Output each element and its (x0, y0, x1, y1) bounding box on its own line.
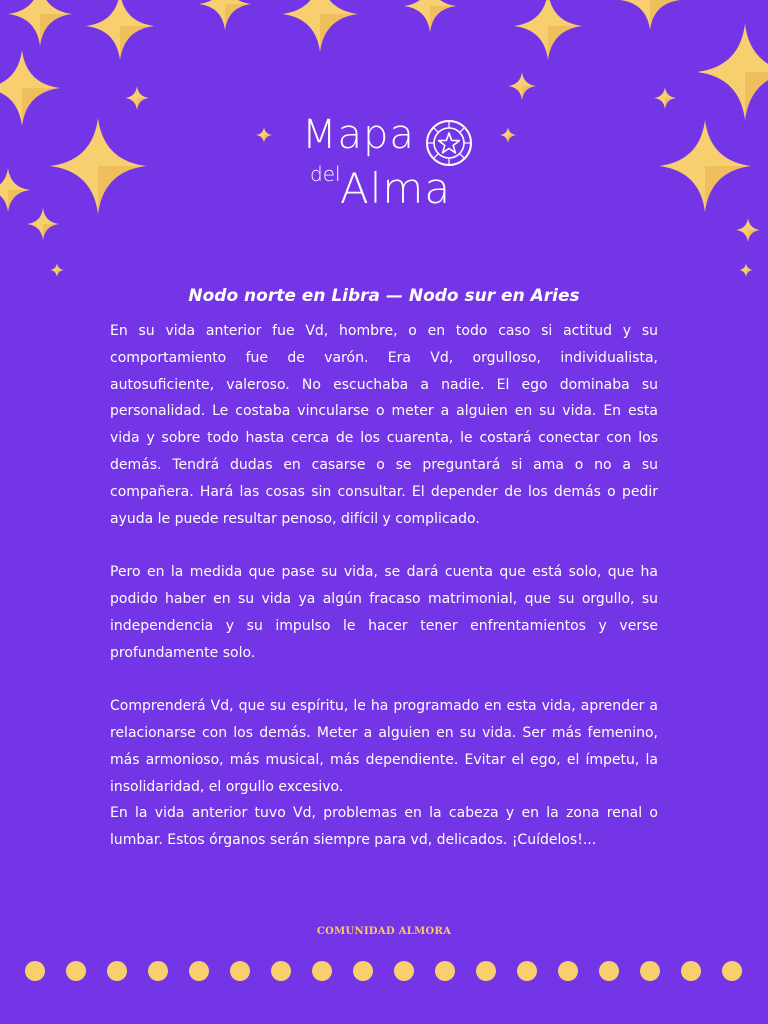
decorative-star-icon (508, 72, 536, 100)
decorative-star-icon (404, 0, 456, 32)
logo-word-alma: Alma (340, 164, 452, 213)
dot-icon (66, 961, 86, 981)
logo-word-del: del (310, 162, 341, 186)
dot-icon (148, 961, 168, 981)
dot-icon (558, 961, 578, 981)
decorative-star-icon (739, 263, 753, 277)
decorative-star-icon (514, 0, 582, 60)
page-title: Nodo norte en Libra — Nodo sur en Aries (188, 286, 580, 306)
decorative-star-icon (697, 24, 768, 120)
paragraph-spacer (110, 532, 658, 559)
zodiac-wheel-star-icon (424, 118, 474, 168)
paragraph-4: En la vida anterior tuvo Vd, problemas en la cabeza y en la zona renal o lumbar. Estos órganos serán siempre para vd, delicados. ¡Cuídelos!... (110, 805, 658, 849)
dot-icon (230, 961, 250, 981)
decorative-star-icon (50, 118, 146, 214)
logo-mapa-del-alma (300, 112, 490, 216)
decorative-star-icon (125, 86, 149, 110)
decorative-star-icon (659, 120, 751, 212)
paragraph-1: En su vida anterior fue Vd, hombre, o en todo caso si actitud y su comportamiento fue de varón. Era Vd, orgulloso, individualista, autosuficiente, valeroso. No escuchaba a nadie. El ego dominaba su personalidad. Le costaba vincularse o meter a alguien en su vida. En esta vida y sobre todo hasta cerca de los cuarenta, le costará conectar con los demás. Tendrá dudas en casarse o se preguntará si ama o no a su compañera. Hará las cosas sin consultar. El depender de los demás o pedir ayuda le puede resultar penoso, difícil y complicado. (110, 323, 658, 527)
decorative-dot-row (0, 958, 768, 984)
dot-icon (640, 961, 660, 981)
dot-icon (107, 961, 127, 981)
footer-label: COMUNIDAD ALMORA (316, 926, 452, 937)
dot-icon (599, 961, 619, 981)
body-text (110, 318, 658, 854)
decorative-star-icon (256, 127, 272, 143)
dot-icon (517, 961, 537, 981)
decorative-star-icon (654, 87, 676, 109)
dot-icon (312, 961, 332, 981)
decorative-star-icon (8, 0, 72, 46)
decorative-star-icon (199, 0, 251, 30)
dot-icon (271, 961, 291, 981)
decorative-star-icon (50, 263, 64, 277)
decorative-star-icon (282, 0, 358, 52)
dot-icon (189, 961, 209, 981)
dot-icon (25, 961, 45, 981)
dot-icon (681, 961, 701, 981)
paragraph-3: Comprenderá Vd, que su espíritu, le ha programado en esta vida, aprender a relacionarse con los demás. Meter a alguien en su vida. Ser más femenino, más armonioso, más musical, más dependiente. Evitar el ego, el ímpetu, la insolidaridad, el orgullo excesivo. (110, 698, 658, 795)
decorative-star-icon (736, 218, 760, 242)
dot-icon (722, 961, 742, 981)
decorative-star-icon (27, 208, 59, 240)
logo-word-mapa: Mapa (302, 112, 415, 158)
decorative-star-icon (0, 168, 30, 212)
dot-icon (476, 961, 496, 981)
dot-icon (435, 961, 455, 981)
dot-icon (394, 961, 414, 981)
decorative-star-icon (86, 0, 154, 60)
decorative-star-icon (620, 0, 680, 30)
paragraph-2: Pero en la medida que pase su vida, se dará cuenta que está solo, que ha podido haber en su vida ya algún fracaso matrimonial, que su orgullo, su independencia y su impulso le hacer tener enfrentamientos y verse profundamente solo. (110, 564, 658, 661)
decorative-star-icon (0, 50, 60, 126)
dot-icon (353, 961, 373, 981)
paragraph-spacer (110, 666, 658, 693)
decorative-star-icon (500, 127, 516, 143)
